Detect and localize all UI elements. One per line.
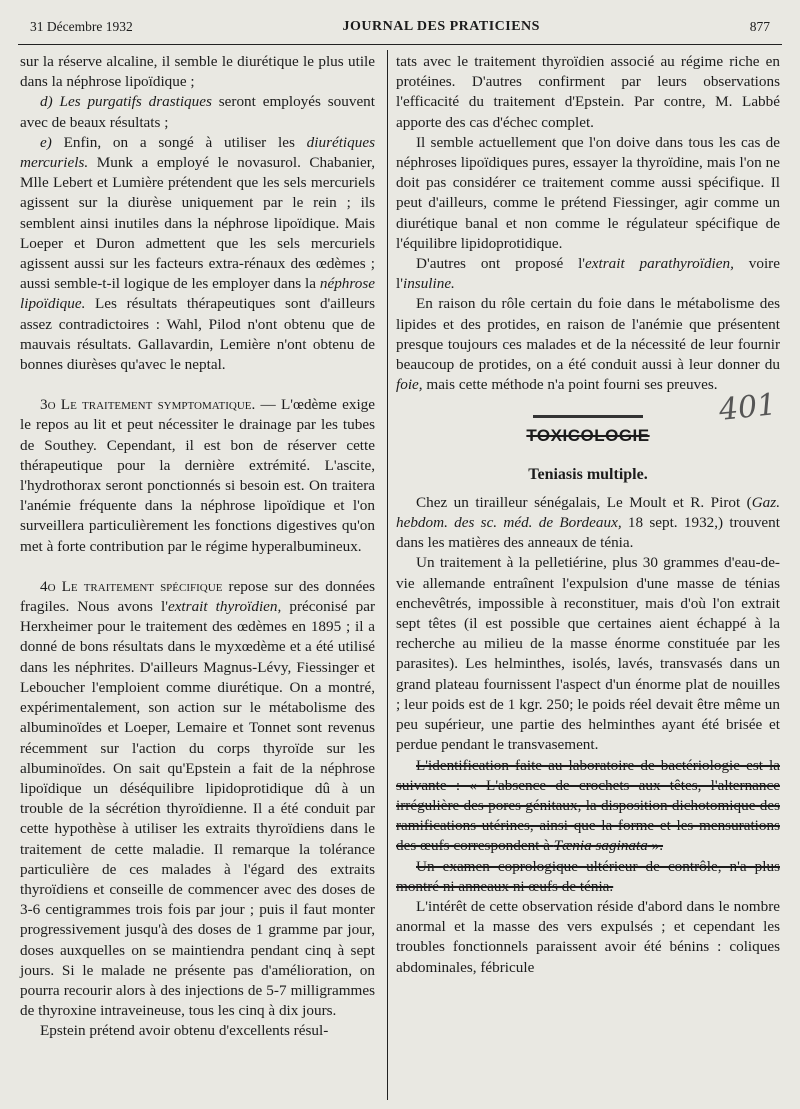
paragraph-continuation: tats avec le traitement thyroïdien associé au régime riche en protéines. D'autres confirment par leurs observations l'efficacité du traitement d'Epstein. Par contre, M. Labbé apporte des cas d'échec complet. <box>396 53 780 131</box>
column-divider <box>387 50 388 1100</box>
header-rule <box>18 44 782 45</box>
paragraph-thyroidine: Il semble actuellement que l'on doive dans tous les cas de néphroses lipoïdiques pures, essayer la thyroïdine, mais l'on ne doit pas considérer ce traitement comme aussi spécifique. Il peut d'ailleurs, comme le prétend Fiessinger, agir comme un diurétique banal et non comme le régulateur spécifique de l'équilibre lipidoprotidique. <box>396 133 780 252</box>
paragraph-traitement: Un traitement à la pelletiérine, plus 30 grammes d'eau-de-vie allemande entraînent l'expulsion d'une masse de ténias enchevêtrés, impossible à reconstituer, mais d'où l'on extrait sept têtes (il est possible que certaines aient échappé à la recherche au milieu de la masse énorme constituée par les parasites). Les helminthes, isolés, lavés, transvasés dans un grand plateau fournissent l'aspect d'un énorme plat de nouilles ; leur poids est de 1 kgr. 250; le poids réel devait être même un peu supérieur, une partie des helminthes ayant été brisée et perdue pendant le transvasement. <box>396 554 780 754</box>
paragraph-diuretic: sur la réserve alcaline, il semble le diurétique le plus utile dans la néphrose lipoïdique ; <box>20 53 375 91</box>
paragraph-coprologique: Un examen coprologique ultérieur de contrôle, n'a plus montré ni anneaux ni œufs de ténia. <box>396 857 780 895</box>
article-title: Teniasis multiple. <box>528 465 648 483</box>
italic-term: Tænia saginata <box>553 837 648 855</box>
paragraph-purgatifs <box>20 92 375 132</box>
italic-term: Les purgatifs drastiques <box>59 93 212 111</box>
paragraph-specifique <box>20 577 375 1021</box>
italic-term: foie, <box>396 376 423 394</box>
page-header <box>30 14 770 40</box>
header-date: 31 Décembre 1932 <box>30 19 133 34</box>
paragraph-interet: L'intérêt de cette observation réside d'abord dans le nombre anormal et la masse des vers expulsés ; et cependant les troubles fonctionnels paraissent avoir été bénins : coliques abdominales, fébricule <box>396 897 780 976</box>
paragraph-symptomatique <box>20 395 375 557</box>
title-bar <box>533 415 643 418</box>
italic-term: diurétiques mercuriels. <box>20 133 375 172</box>
paragraph-foie <box>396 294 780 395</box>
paragraph-text: repose sur des données fragiles. Nous avons l' <box>20 577 375 616</box>
paragraph-text: Les résultats thérapeutiques sont d'ailleurs assez contradictoires : Wahl, Pilod n'ont obtenu que de mauvais résultats. Gallavardin, Lemière n'ont obtenu de bonnes diurèses qu'avec le neptal. <box>20 295 375 374</box>
paragraph-text: préconisé par Herxheimer pour le traitement des œdèmes en 1895 ; il a donné de bons résultats dans le myxœdème et a été utilisé dans les néphrites. D'ailleurs Magnus-Lévy, Fiessinger et Leboucher l'emploient comme diurétique. On a montré, expérimentalement, son action sur le métabolisme des albuminoïdes et Loeper, Lemaire et Tonnet sont revenus récemment sur l'action du corps thyroïde sur les albuminoïdes. On sait qu'Epstein a fait de la néphrose lipoïdique un déséquilibre lipidoprotidique dû à un trouble de la sécrétion thyroïdienne. Il a été conduit par cette hypothèse à utiliser les extraits thyroïdiens dans le traitement de cette maladie. Il remarque la tolérance particulière de ces malades à l'égard des extraits thyroïdiens et conseille de commencer avec des doses de 3-6 centigrammes trois fois par jour ; puis il faut monter progressivement jusqu'à des doses de 1 gramme par jour, doses auxquelles on se maintiendra pendant cinq à sept jours. Si le malade ne présente pas d'amélioration, on pourra recourir alors à des injections de 5-7 milligrammes de thyroxine intraveineuse, tous les cinq à dix jours. <box>20 598 375 1020</box>
italic-term: extrait thyroïdien, <box>167 598 282 616</box>
italic-term: insuline. <box>402 275 455 293</box>
paragraph-mercuriels <box>20 133 375 375</box>
item-letter: e) <box>40 133 52 151</box>
paragraph-parathyroidien <box>396 254 780 294</box>
journal-title: JOURNAL DES PRATICIENS <box>342 19 540 34</box>
section-title-text: TOXICOLOGIE <box>526 426 650 446</box>
italic-term: néphrose lipoïdique. <box>20 275 375 313</box>
section-heading: 4o Le traitement spécifique <box>40 577 223 595</box>
italic-term: extrait parathyroïdien, <box>585 255 734 273</box>
paragraph-identification <box>396 756 780 857</box>
section-heading: 3o Le traitement symptomatique. <box>40 396 256 414</box>
paragraph-text: ». <box>647 837 664 855</box>
paragraph-text: seront employés souvent avec de beaux résultats ; <box>20 93 375 131</box>
right-column <box>396 52 780 978</box>
paragraph-text: Chez un tirailleur sénégalais, Le Moult et R. Pirot ( <box>416 493 752 511</box>
paragraph-text: D'autres ont proposé l' <box>416 255 586 273</box>
handwritten-number: 401 <box>717 387 778 428</box>
paragraph-text: 18 sept. 1932,) trouvent dans les matières des anneaux de ténia. <box>396 514 780 552</box>
paragraph-tirailleur <box>396 493 780 554</box>
paragraph-text: mais cette méthode n'a point fourni ses preuves. <box>422 376 718 394</box>
item-letter: d) <box>40 93 53 111</box>
left-column <box>20 52 375 1042</box>
paragraph-text: Munk a employé le novasurol. Chabanier, Mlle Lebert et Lumière prétendent que les sels mercuriels agissent sur la diurèse uniquement par le rein ; ils semblent ainsi inutiles dans la néphrose lipoïdique. Mais Loeper et Duron admettent que les sels mercuriels agissent aussi sur les facteurs extra-rénaux des œdèmes ; aussi semble-t-il logique de les employer dans la <box>20 154 375 293</box>
page-number: 877 <box>749 19 770 34</box>
paragraph-text: Enfin, on a songé à utiliser les <box>51 133 307 151</box>
citation-journal: Gaz. hebdom. des sc. méd. de Bordeaux, <box>396 493 780 532</box>
paragraph-epstein: Epstein prétend avoir obtenu d'excellents résul- <box>40 1022 329 1040</box>
paragraph-text: L'identification faite au laboratoire de bactériologie est la suivante : « L'absence de crochets aux têtes, l'alternance irrégulière des pores génitaux, la disposition dichotomique des ramifications utérines, ainsi que la forme et les mensurations des œufs correspondent à <box>396 756 780 855</box>
paragraph-text: — L'œdème exige le repos au lit et peut nécessiter le drainage par les tubes de Southey. Cependant, il est bon de réserver cette thérapeutique pour la dernière extrémité. L'ascite, l'hydrothorax seront ponctionnés si besoin est. On traitera l'anémie fréquente dans la néphrose lipoïdique et l'on surveillera particulièrement les fonctions digestives qu'on met à forte contribution par le régime hyperalbumineux. <box>20 396 375 555</box>
paragraph-text: En raison du rôle certain du foie dans le métabolisme des lipides et des protides, en raison de l'anémie que présentent presque toujours ces malades et de la nécessité de leur fournir beaucoup de protides, on a été conduit aussi à leur donner du <box>396 295 780 374</box>
paragraph-text: voire l' <box>396 255 780 293</box>
